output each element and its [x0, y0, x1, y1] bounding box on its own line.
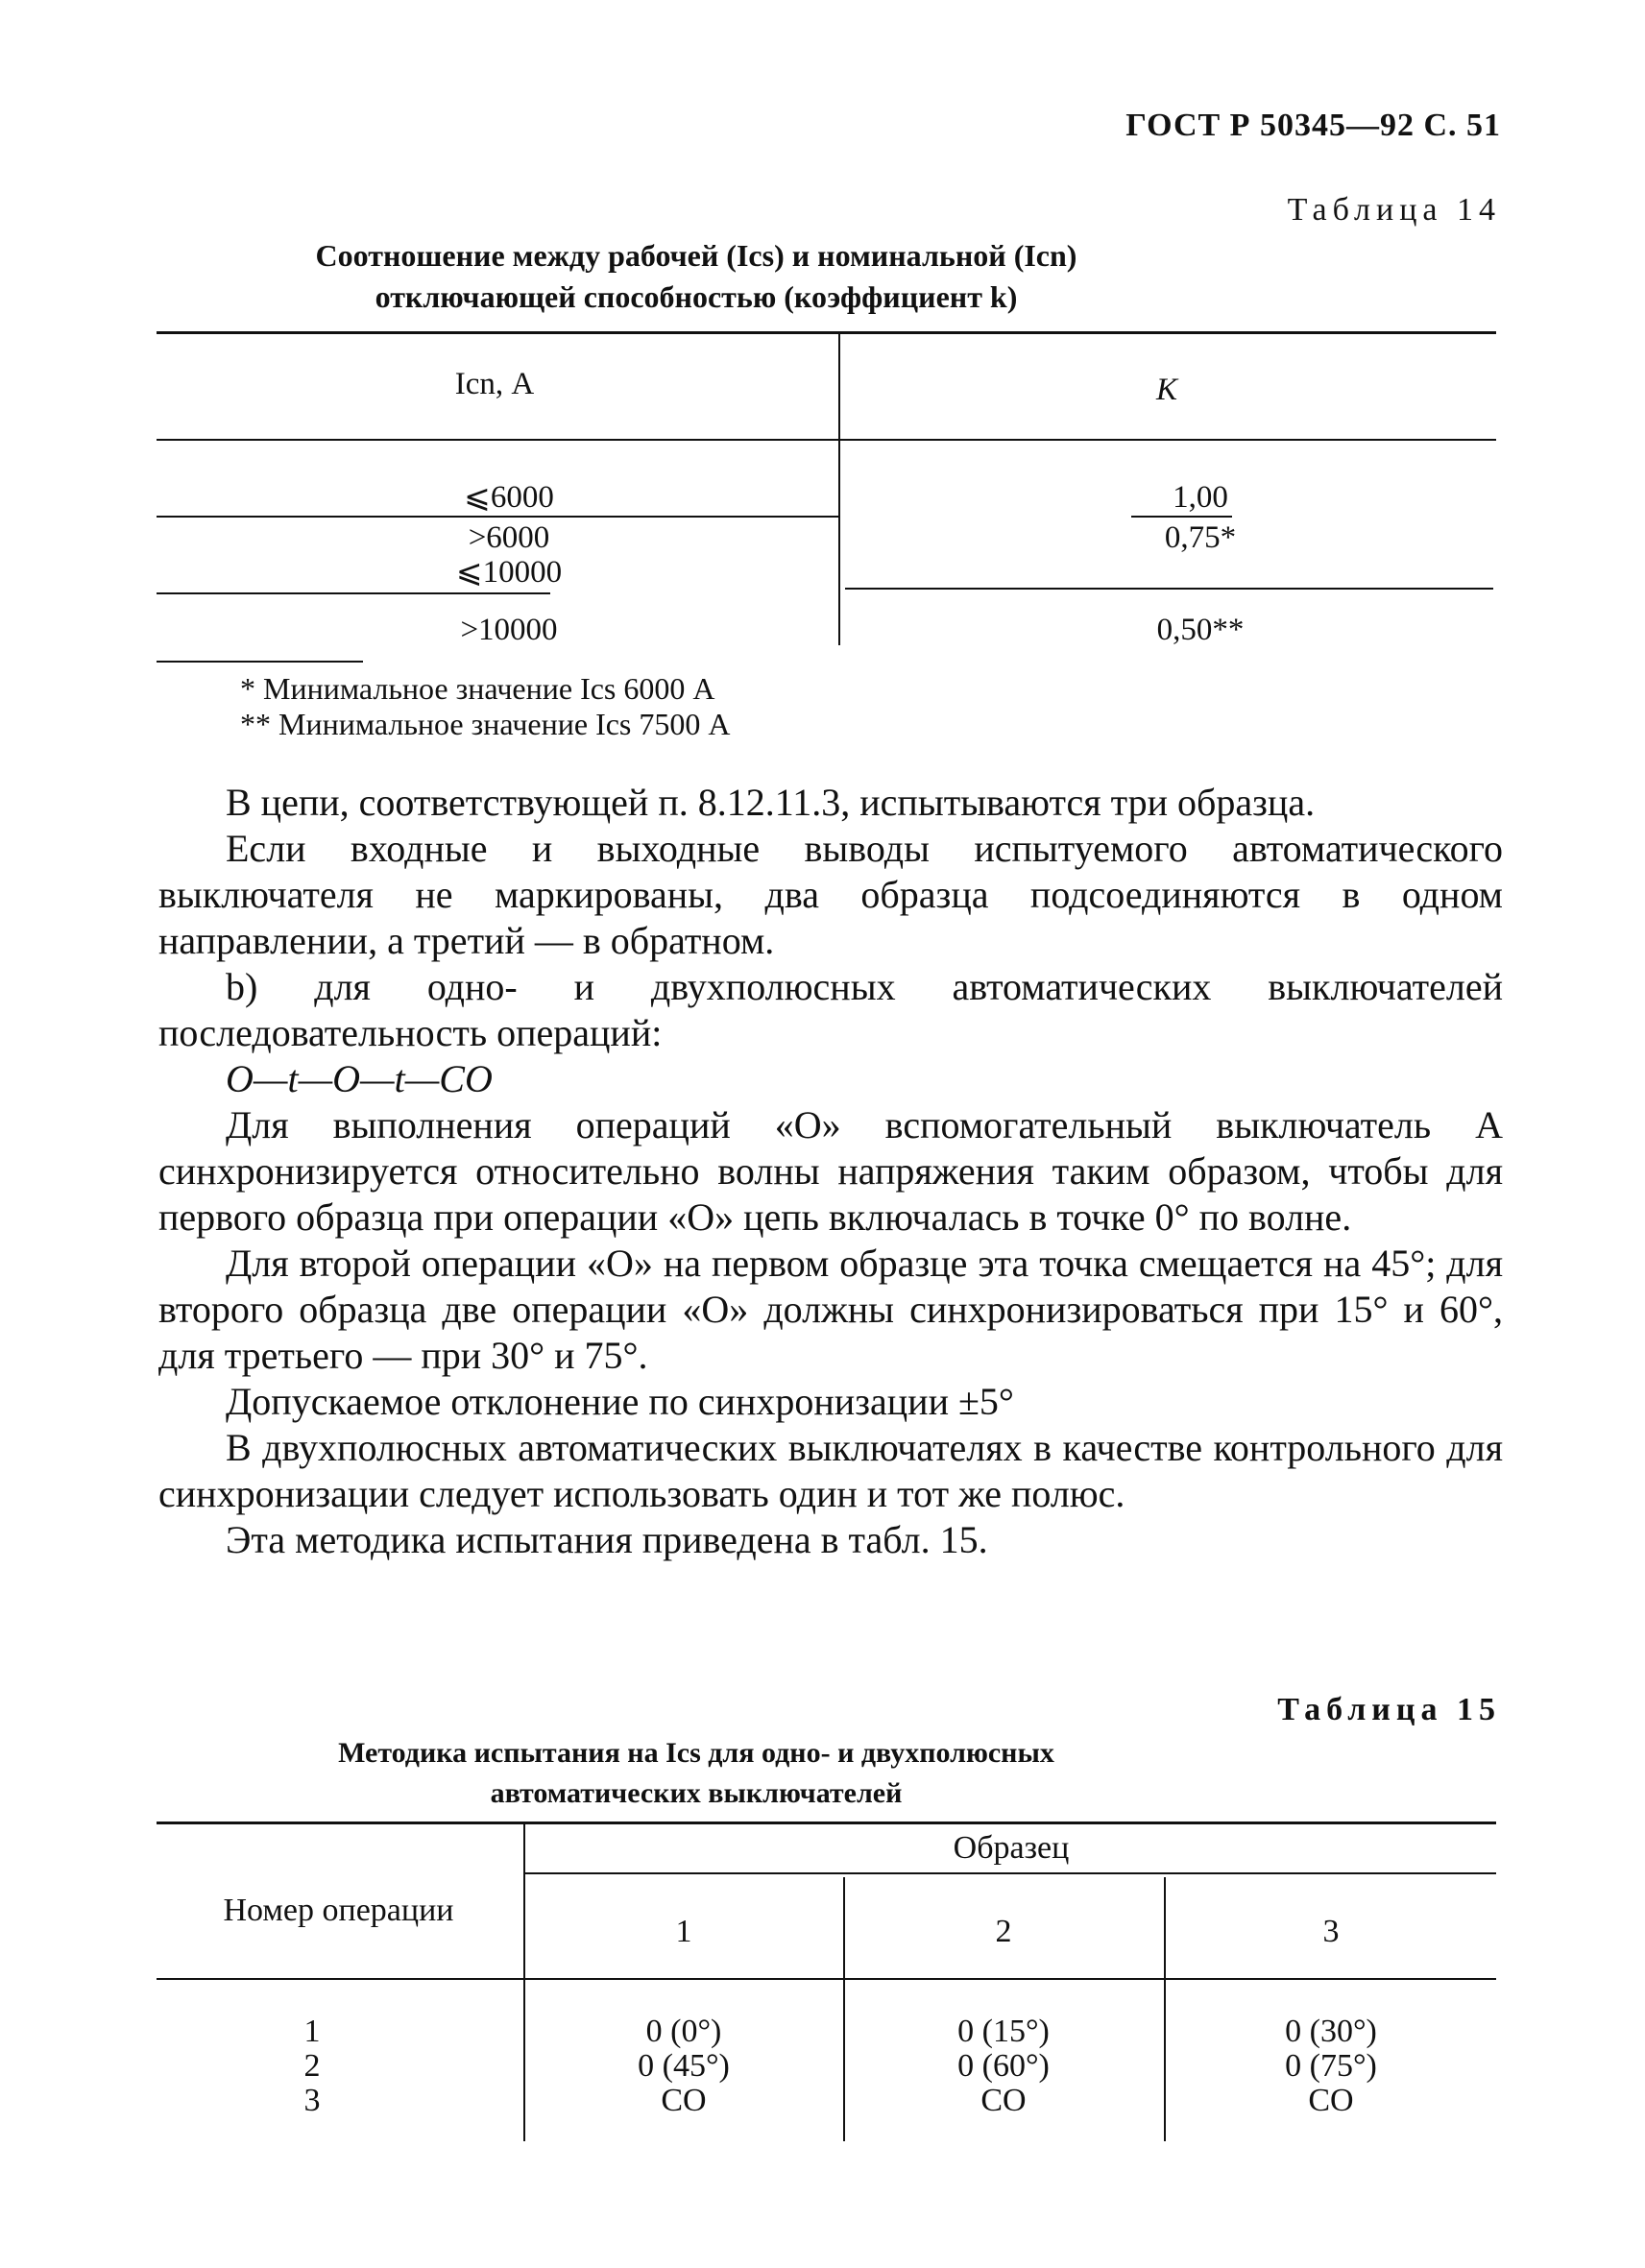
table15-sample3-op1: 0 (30°)	[1285, 2014, 1377, 2049]
table14-column-divider	[838, 333, 840, 645]
table14-row3-range: >10000	[460, 613, 558, 647]
page-header: ГОСТ Р 50345—92 С. 51	[1125, 108, 1501, 143]
table15-sample3-op2: 0 (75°)	[1285, 2048, 1377, 2084]
table14-row2-rule-right	[845, 588, 1493, 590]
paragraph-6: Для второй операции «O» на первом образце эта точка смещается на 45°; для второго образца две операции «O» должны синхронизироваться при 15° и 60°, для третьего — при 30° и 75°.	[158, 1242, 1503, 1377]
table15-sample2-op3: CO	[980, 2083, 1027, 2118]
table14-row1-k: 1,00	[1173, 480, 1228, 515]
table15-group-header: Образец	[953, 1830, 1070, 1866]
paragraph-8: В двухполюсных автоматических выключателях в качестве контрольного для синхронизации следует использовать один и тот же полюс.	[158, 1426, 1503, 1515]
paragraph-7: Допускаемое отклонение по синхронизации ±5°	[226, 1380, 1014, 1423]
table15-header-rule	[157, 1978, 1496, 1980]
paragraph-5: Для выполнения операций «O» вспомогательный выключатель А синхронизируется относительно волны напряжения таким образом, чтобы для первого образца при операции «O» цепь включалась в точке 0° по волне.	[158, 1103, 1503, 1239]
table15-sample2-op1: 0 (15°)	[957, 2014, 1050, 2049]
table15-operation-header: Номер операции	[223, 1893, 454, 1928]
table15-sample3-op3: CO	[1308, 2083, 1354, 2118]
table14-top-rule	[157, 331, 1496, 334]
table14-col1-header: Icn, А	[454, 367, 535, 401]
table14-row1-range: ⩽6000	[464, 480, 554, 515]
table15-sample1-op2: 0 (45°)	[638, 2048, 730, 2084]
table15-group-rule	[525, 1872, 1496, 1874]
table14-row2-rule-left	[157, 592, 550, 594]
table14-row2-range-line2: ⩽10000	[455, 555, 563, 590]
table15-operation-1: 1	[303, 2014, 321, 2049]
table14-title-line2: отключающей способностью (коэффициент k)	[375, 279, 1018, 314]
table14-row1-k-underline	[1131, 516, 1232, 518]
table14-footnote-1: * Минимальное значение Ics 6000 А	[240, 671, 715, 706]
table15-sample1-op1: 0 (0°)	[645, 2014, 722, 2049]
body-text	[158, 780, 1503, 1563]
table15-title-line2: автоматических выключателей	[490, 1777, 903, 1809]
table15-operation-2: 2	[303, 2048, 321, 2084]
paragraph-2: Если входные и выходные выводы испытуемого автоматического выключателя не маркированы, два образца подсоединяются в одном направлении, а третий — в обратном.	[158, 827, 1503, 962]
table15-sample-1-header: 1	[675, 1914, 692, 1949]
paragraph-1: В цепи, соответствующей п. 8.12.11.3, испытываются три образца.	[226, 781, 1316, 824]
table15-top-rule	[157, 1822, 1496, 1824]
paragraph-9: Эта методика испытания приведена в табл. 15.	[226, 1518, 988, 1561]
table14-row3-k: 0,50**	[1156, 613, 1245, 647]
table15-label: Таблица 15	[1277, 1692, 1501, 1727]
table14-row2-range-line1: >6000	[468, 520, 550, 555]
table15-operation-3: 3	[303, 2083, 321, 2118]
table15-sample-2-header: 2	[995, 1914, 1012, 1949]
table15-sample-3-header: 3	[1322, 1914, 1340, 1949]
table14-footnote-rule	[157, 661, 363, 663]
table15-sample2-op2: 0 (60°)	[957, 2048, 1050, 2084]
table15-title-line1: Методика испытания на Ics для одно- и двухполюсных	[338, 1737, 1054, 1769]
table14-footnote-2: ** Минимальное значение Ics 7500 А	[240, 707, 731, 741]
table14-title-line1: Соотношение между рабочей (Ics) и номинальной (Icn)	[315, 238, 1077, 273]
table14-row1-rule-left	[157, 516, 838, 518]
paragraph-3: b) для одно- и двухполюсных автоматических выключателей последовательность операций:	[158, 965, 1503, 1054]
table14-row2-k: 0,75*	[1164, 520, 1237, 555]
table14-col2-header: K	[1155, 373, 1177, 407]
paragraph-operation-sequence: O—t—O—t—CO	[226, 1057, 493, 1100]
table14-label: Таблица 14	[1287, 192, 1501, 228]
table14-header-rule	[157, 439, 1496, 441]
table15-sample1-op3: CO	[661, 2083, 707, 2118]
